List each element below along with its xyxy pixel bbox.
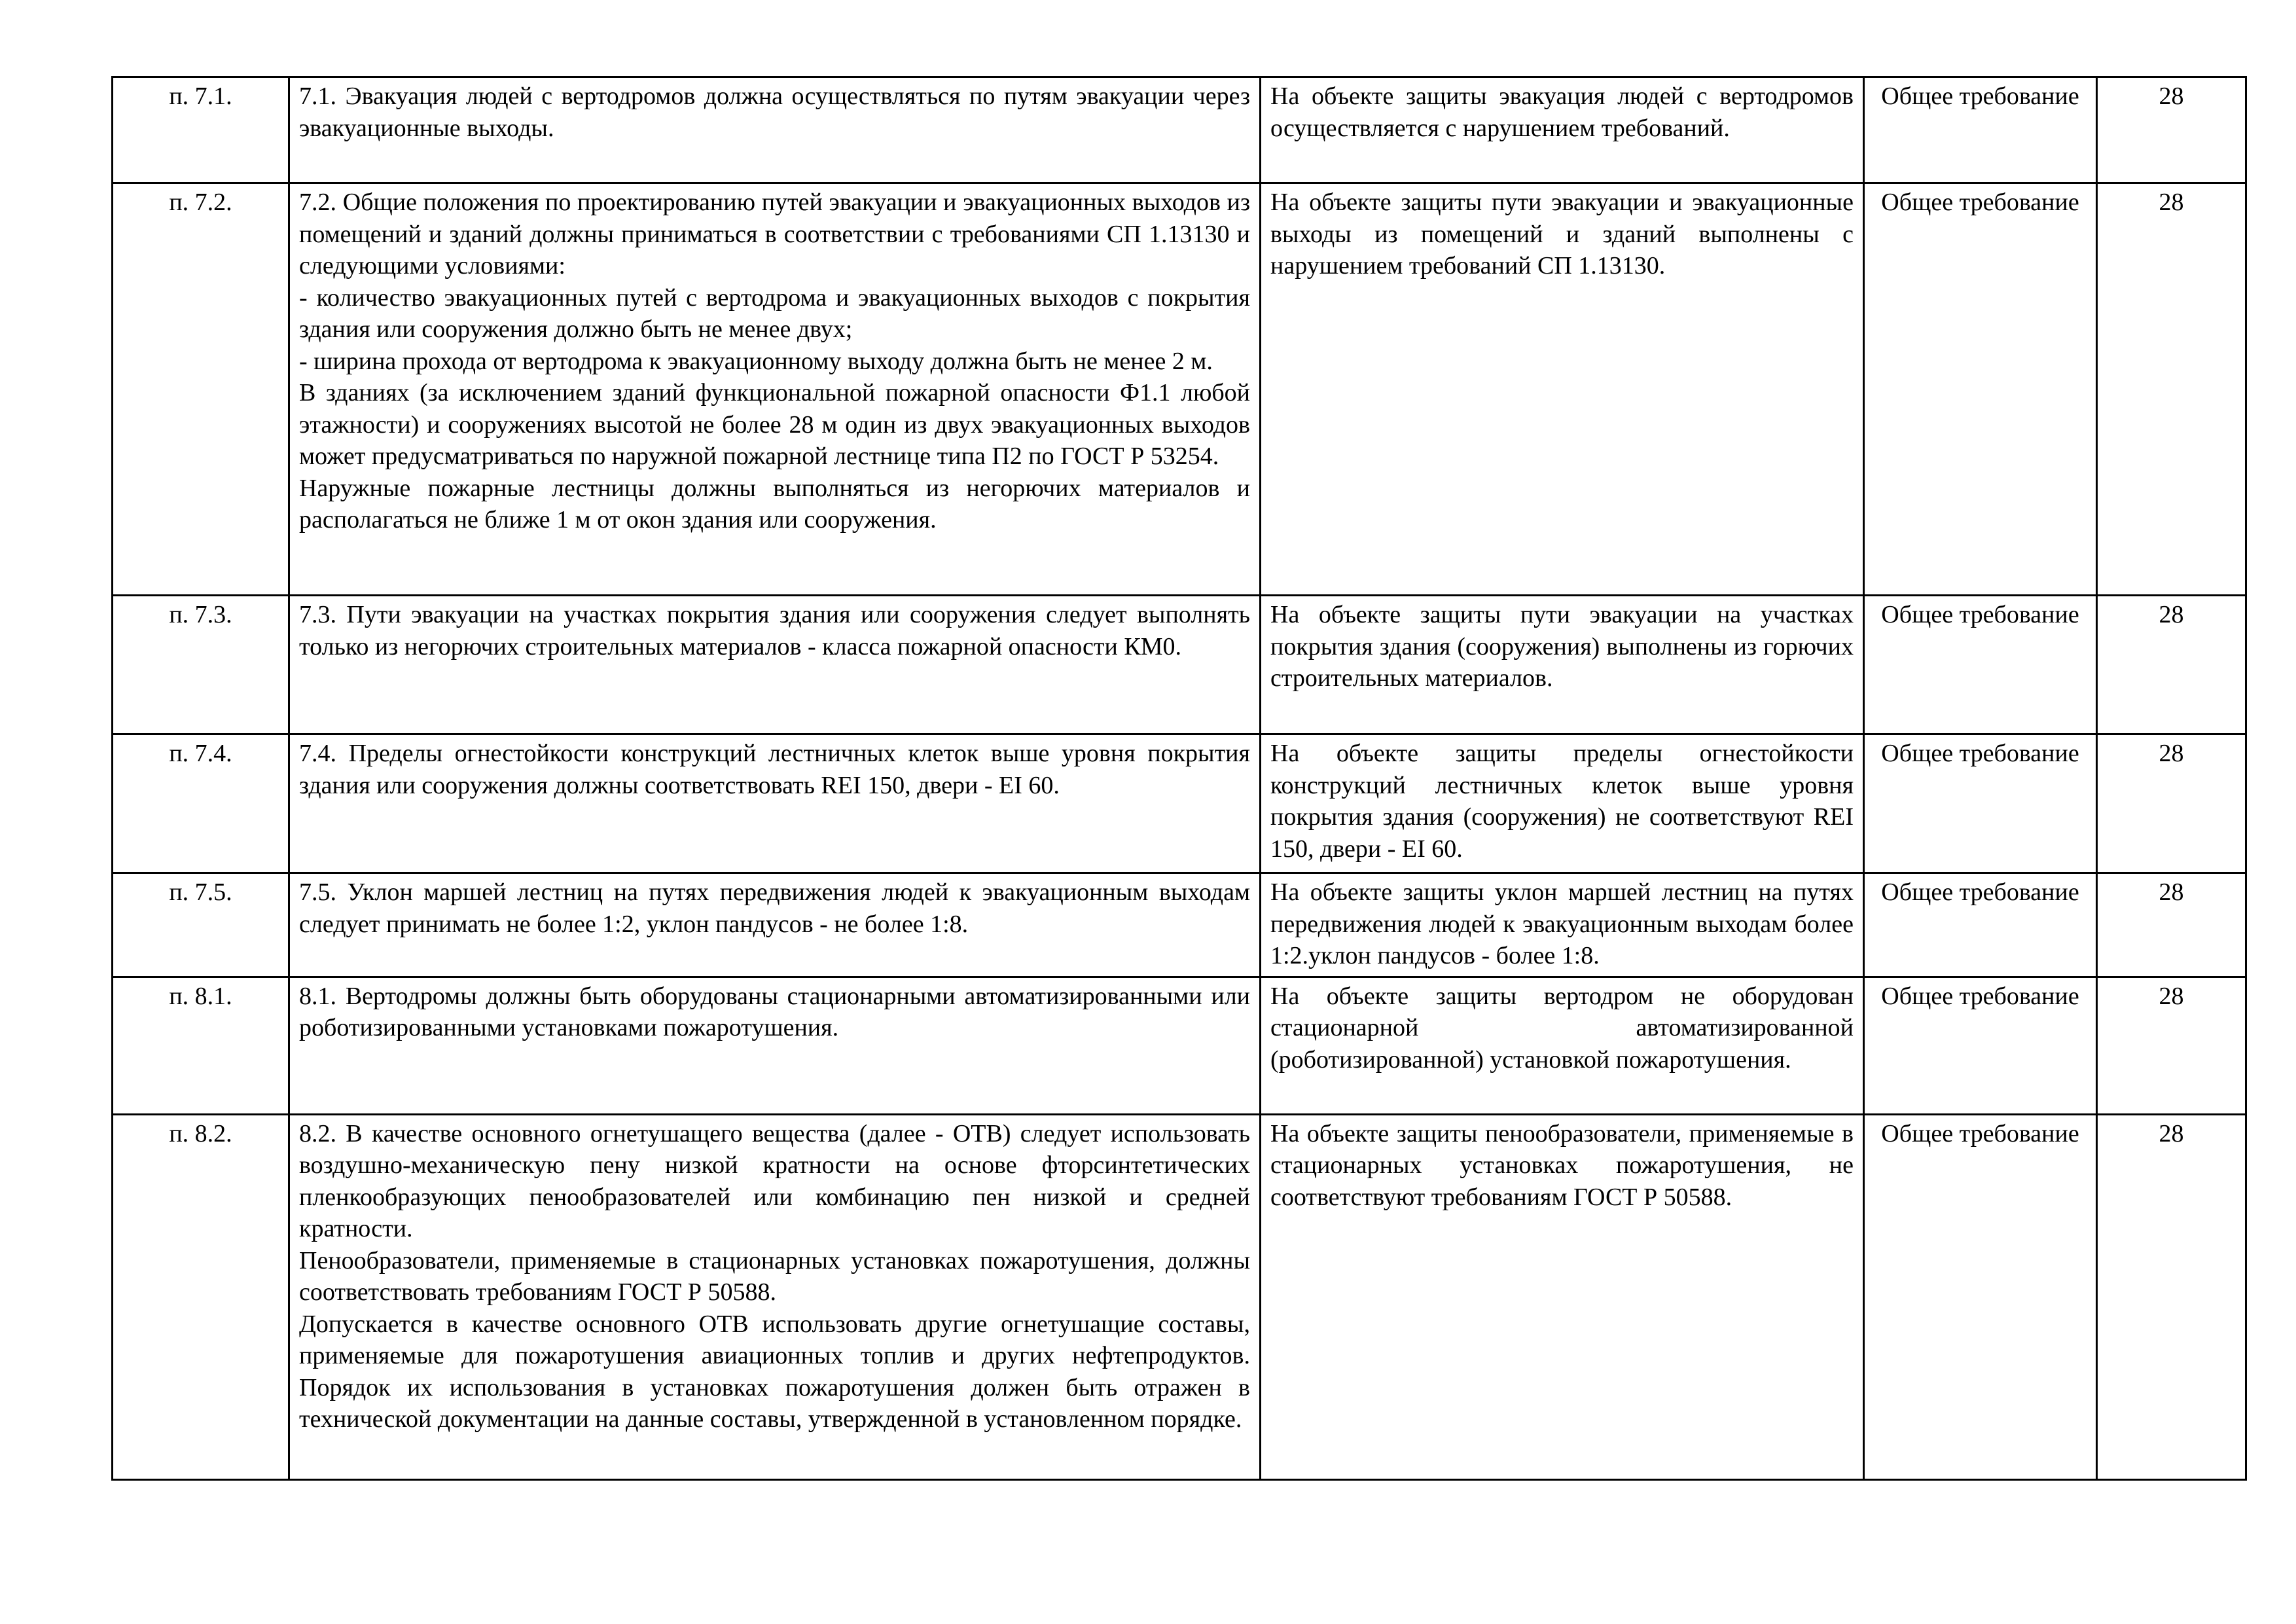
requirement-paragraph: В зданиях (за исключением зданий функциональной пожарной опасности Ф1.1 любой этажности) и сооружениях высотой не более 28 м один из двух эвакуационных выходов может предусматриваться по наружной пожарной лестнице типа П2 по ГОСТ Р 53254. — [299, 379, 1250, 470]
clause-number: п. 8.1. — [113, 977, 289, 1114]
requirement-type: Общее требование — [1864, 596, 2097, 734]
requirement-paragraph: 7.2. Общие положения по проектированию путей эвакуации и эвакуационных выходов из помещений и зданий должны приниматься в соответствии с требованиями СП 1.13130 и следующими условиями: — [299, 189, 1250, 280]
requirement-type: Общее требование — [1864, 183, 2097, 596]
requirement-text — [289, 977, 1261, 1114]
table-row — [113, 734, 2246, 873]
table-row — [113, 77, 2246, 183]
clause-number: п. 8.2. — [113, 1114, 289, 1479]
violation-text: На объекте защиты вертодром не оборудован стационарной автоматизированной (роботизированной) установкой пожаротушения. — [1261, 977, 1864, 1114]
requirement-paragraph: Наружные пожарные лестницы должны выполняться из негорючих материалов и располагаться не ближе 1 м от окон здания или сооружения. — [299, 474, 1250, 533]
reference-number: 28 — [2097, 77, 2246, 183]
requirement-text — [289, 873, 1261, 977]
reference-number: 28 — [2097, 734, 2246, 873]
clause-number: п. 7.2. — [113, 183, 289, 596]
requirement-paragraph: Допускается в качестве основного ОТВ использовать другие огнетушащие составы, применяемые для пожаротушения авиационных топлив и других нефтепродуктов. Порядок их использования в установках пожаротушения должен быть отражен в технической документации на данные составы, утвержденной в установленном порядке. — [299, 1310, 1250, 1433]
table-row — [113, 596, 2246, 734]
violation-text: На объекте защиты эвакуация людей с вертодромов осуществляется с нарушением требований. — [1261, 77, 1864, 183]
violation-text: На объекте защиты уклон маршей лестниц на путях передвижения людей к эвакуационным выходам более 1:2.уклон пандусов - более 1:8. — [1261, 873, 1864, 977]
requirement-type: Общее требование — [1864, 77, 2097, 183]
table-row — [113, 977, 2246, 1114]
reference-number: 28 — [2097, 183, 2246, 596]
table-row — [113, 1114, 2246, 1479]
clause-number: п. 7.5. — [113, 873, 289, 977]
requirement-type: Общее требование — [1864, 977, 2097, 1114]
clause-number: п. 7.4. — [113, 734, 289, 873]
table-body — [113, 77, 2246, 1480]
requirement-text — [289, 183, 1261, 596]
requirement-type: Общее требование — [1864, 873, 2097, 977]
requirement-text — [289, 596, 1261, 734]
requirement-paragraph: - ширина прохода от вертодрома к эвакуационному выходу должна быть не менее 2 м. — [299, 347, 1213, 375]
requirement-paragraph: - количество эвакуационных путей с вертодрома и эвакуационных выходов с покрытия здания или сооружения должно быть не менее двух; — [299, 283, 1250, 343]
clause-number: п. 7.1. — [113, 77, 289, 183]
requirement-type: Общее требование — [1864, 734, 2097, 873]
clause-number: п. 7.3. — [113, 596, 289, 734]
reference-number: 28 — [2097, 977, 2246, 1114]
reference-number: 28 — [2097, 873, 2246, 977]
reference-number: 28 — [2097, 596, 2246, 734]
requirement-text — [289, 1114, 1261, 1479]
requirements-table — [111, 76, 2247, 1481]
violation-text: На объекте защиты пенообразователи, применяемые в стационарных установках пожаротушения, не соответствуют требованиям ГОСТ Р 50588. — [1261, 1114, 1864, 1479]
requirement-paragraph: 7.4. Пределы огнестойкости конструкций лестничных клеток выше уровня покрытия здания или сооружения должны соответствовать REI 150, двери - EI 60. — [299, 740, 1250, 799]
requirement-paragraph: 8.1. Вертодромы должны быть оборудованы стационарными автоматизированными или роботизированными установками пожаротушения. — [299, 982, 1250, 1041]
requirement-paragraph: 7.3. Пути эвакуации на участках покрытия здания или сооружения следует выполнять только из негорючих строительных материалов - класса пожарной опасности КМ0. — [299, 601, 1250, 660]
requirement-paragraph: 8.2. В качестве основного огнетушащего вещества (далее - ОТВ) следует использовать воздушно-механическую пену низкой кратности на основе фторсинтетических пленкообразующих пенообразователей или комбинацию пен низкой и средней кратности. — [299, 1119, 1250, 1242]
violation-text: На объекте защиты пути эвакуации на участках покрытия здания (сооружения) выполнены из горючих строительных материалов. — [1261, 596, 1864, 734]
requirement-text — [289, 77, 1261, 183]
reference-number: 28 — [2097, 1114, 2246, 1479]
violation-text: На объекте защиты пределы огнестойкости конструкций лестничных клеток выше уровня покрытия здания (сооружения) не соответствуют REI 150, двери - EI 60. — [1261, 734, 1864, 873]
requirement-type: Общее требование — [1864, 1114, 2097, 1479]
requirement-paragraph: 7.5. Уклон маршей лестниц на путях передвижения людей к эвакуационным выходам следует принимать не более 1:2, уклон пандусов - не более 1:8. — [299, 878, 1250, 938]
requirement-paragraph: 7.1. Эвакуация людей с вертодромов должна осуществляться по путям эвакуации через эвакуационные выходы. — [299, 82, 1250, 142]
table-row — [113, 873, 2246, 977]
violation-text: На объекте защиты пути эвакуации и эвакуационные выходы из помещений и зданий выполнены с нарушением требований СП 1.13130. — [1261, 183, 1864, 596]
table-row — [113, 183, 2246, 596]
requirement-text — [289, 734, 1261, 873]
requirement-paragraph: Пенообразователи, применяемые в стационарных установках пожаротушения, должны соответствовать требованиям ГОСТ Р 50588. — [299, 1246, 1250, 1306]
